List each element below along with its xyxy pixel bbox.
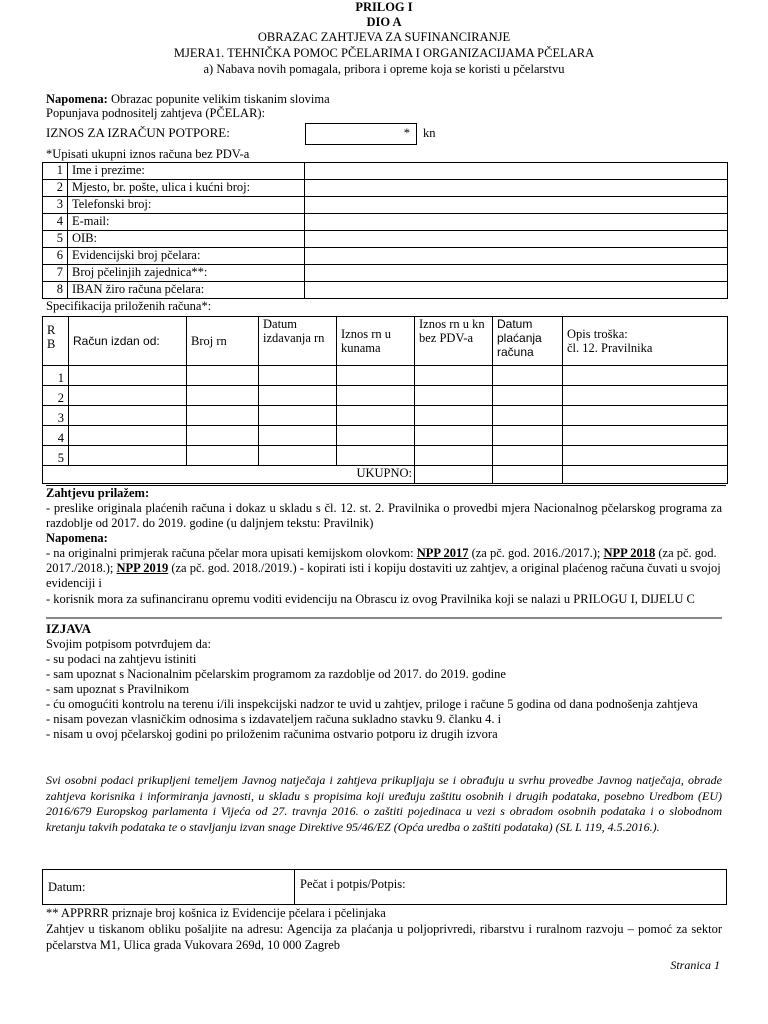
spec-cell[interactable]	[259, 426, 337, 446]
measure-subtitle: a) Nabava novih pomagala, pribora i opreme koja se koristi u pčelarstvu	[203, 62, 565, 76]
amount-unit: kn	[423, 126, 436, 140]
statement-item: - nisam povezan vlasničkim odnosima s izdavateljem računa sukladno stavku 9. članku 4. i	[46, 712, 502, 726]
row-input[interactable]	[305, 231, 728, 248]
applicant-row	[43, 180, 728, 197]
spec-cell[interactable]	[337, 446, 415, 466]
applicant-row	[43, 197, 728, 214]
date-field[interactable]	[42, 869, 296, 905]
applicant-row	[43, 163, 728, 180]
spec-cell[interactable]	[493, 446, 563, 466]
row-number: 4	[43, 214, 68, 231]
applicant-row	[43, 282, 728, 299]
note2-item-2: - korisnik mora za sufinanciranu opremu voditi evidenciju na Obrascu iz ovog Pravilnika koji se nalazi u PRILOGU I, DIJELU C	[46, 592, 695, 606]
spec-row	[43, 446, 728, 466]
gdpr-notice: Svi osobni podaci prikupljeni temeljem Javnog natječaja i zahtjeva prikupljaju se i obrađuju u svrhu provedbe Javnog natječaja, obrade zahtjeva korisnika i informiranja javnosti, u skladu s propisima koji uređuju zaštitu osobnih i drugih podataka, posebno Uredbom (EU) 2016/679 Europskog parlamenta i Vijeća od 27. travnja 2016. o zaštiti pojedinaca u vezi s obradom osobnih podataka i o slobodnom kretanju takvih podataka te o stavljanju izvan snage Direktive 95/46/EZ (Opća uredba o zaštiti podataka) (SL L 119, 4.5.2016.).	[46, 773, 722, 834]
spec-cell[interactable]	[563, 386, 728, 406]
spec-cell[interactable]	[493, 366, 563, 386]
note2-title: Napomena:	[46, 531, 108, 545]
signature-label: Pečat i potpis/Potpis:	[300, 877, 406, 891]
amount-input[interactable]	[305, 123, 417, 145]
applicant-row	[43, 265, 728, 282]
amount-asterisk: *	[403, 126, 410, 140]
spec-cell[interactable]	[493, 406, 563, 426]
spec-cell[interactable]	[415, 366, 493, 386]
measure-title: MJERA1. TEHNIČKA POMOC PČELARIMA I ORGANIZACIJAMA PČELARA	[173, 46, 595, 60]
total-cell[interactable]	[493, 466, 563, 484]
col-amount: Iznos rn u kunama	[337, 317, 415, 366]
row-label: E-mail:	[68, 214, 305, 231]
page-number: Stranica 1	[670, 958, 720, 972]
applicant-row	[43, 214, 728, 231]
spec-cell[interactable]	[493, 426, 563, 446]
row-input[interactable]	[305, 214, 728, 231]
row-input[interactable]	[305, 197, 728, 214]
spec-header-row	[43, 317, 728, 366]
statement-item: - sam upoznat s Pravilnikom	[46, 682, 190, 696]
row-label: Evidencijski broj pčelara:	[68, 248, 305, 265]
row-number: 8	[43, 282, 68, 299]
spec-cell[interactable]	[259, 386, 337, 406]
spec-cell[interactable]	[563, 366, 728, 386]
spec-cell[interactable]	[415, 406, 493, 426]
total-cell[interactable]	[415, 466, 493, 484]
row-number: 7	[43, 265, 68, 282]
spec-cell[interactable]	[69, 386, 187, 406]
col-description: Opis troška: čl. 12. Pravilnika	[563, 317, 728, 366]
row-input[interactable]	[305, 265, 728, 282]
spec-row	[43, 386, 728, 406]
col-amount-net: Iznos rn u kn bez PDV-a	[415, 317, 493, 366]
amount-label: IZNOS ZA IZRAČUN POTPORE:	[46, 125, 230, 140]
spec-cell[interactable]	[493, 386, 563, 406]
applicant-line: Popunjava podnositelj zahtjeva (PČELAR):	[46, 106, 266, 120]
col-issued: Račun izdan od:	[69, 317, 187, 366]
spec-cell[interactable]	[337, 366, 415, 386]
spec-cell[interactable]	[259, 366, 337, 386]
col-invoice-no: Broj rn	[187, 317, 259, 366]
spec-cell[interactable]	[69, 366, 187, 386]
spec-cell[interactable]	[69, 446, 187, 466]
spec-row	[43, 366, 728, 386]
row-number: 5	[43, 231, 68, 248]
statement-item: - sam upoznat s Nacionalnim pčelarskim programom za razdoblje od 2017. do 2019. godine	[46, 667, 506, 681]
row-label: Telefonski broj:	[68, 197, 305, 214]
statement-intro: Svojim potpisom potvrđujem da:	[46, 637, 211, 651]
spec-title: Specifikacija priloženih računa*:	[46, 299, 212, 313]
spec-cell[interactable]	[187, 386, 259, 406]
row-number: 3	[43, 197, 68, 214]
row-number: 1	[43, 163, 68, 180]
row-label: Broj pčelinjih zajednica**:	[68, 265, 305, 282]
spec-cell[interactable]	[415, 386, 493, 406]
statement-title: IZJAVA	[46, 621, 92, 636]
statement-item: - nisam u ovoj pčelarskoj godini po priloženim računima ostvario potporu iz drugih izvora	[46, 727, 498, 741]
spec-row-number: 5	[43, 446, 69, 466]
row-label: Mjesto, br. pošte, ulica i kućni broj:	[68, 180, 305, 197]
row-label: IBAN žiro računa pčelara:	[68, 282, 305, 299]
amount-note: *Upisati ukupni iznos računa bez PDV-a	[46, 147, 250, 161]
note-label: Napomena:	[46, 92, 108, 106]
spec-cell[interactable]	[337, 386, 415, 406]
spec-row	[43, 426, 728, 446]
attach-line: - preslike originala plaćenih računa i dokaz u skladu s čl. 12. st. 2. Pravilnika o provedbi mjera Nacionalnog pčelarskog programa za razdoblje od 2017. do 2019. godine (u daljnjem tekstu: Pravilnik)	[46, 501, 722, 530]
spec-cell[interactable]	[563, 406, 728, 426]
note-text: Obrazac popunite velikim tiskanim slovima	[107, 92, 330, 106]
spec-cell[interactable]	[415, 446, 493, 466]
spec-cell[interactable]	[187, 406, 259, 426]
spec-cell[interactable]	[187, 426, 259, 446]
applicant-row	[43, 231, 728, 248]
signature-field[interactable]	[294, 869, 727, 905]
statement-item: - ću omogućiti kontrolu na terenu i/ili inspekcijski nadzor te uvid u zahtjev, priloge i račune 5 godina od dana podnošenja zahtjeva	[46, 697, 698, 711]
annex-title: PRILOG I	[355, 0, 413, 14]
applicant-row	[43, 248, 728, 265]
send-instructions: Zahtjev u tiskanom obliku pošaljite na adresu: Agencija za plaćanja u poljoprivredi, ribarstvu i ruralnom razvoju – pomoć za sektor pčelarstva M1, Ulica grada Vukovara 269d, 10 000 Zagreb	[46, 922, 722, 952]
total-label: UKUPNO:	[43, 466, 415, 484]
section-divider	[46, 617, 722, 619]
spec-cell[interactable]	[69, 426, 187, 446]
row-number: 2	[43, 180, 68, 197]
spec-cell[interactable]	[187, 446, 259, 466]
col-issue-date: Datum izdavanja rn	[259, 317, 337, 366]
row-input[interactable]	[305, 248, 728, 265]
spec-row-number: 1	[43, 366, 69, 386]
col-rb: R B	[43, 317, 69, 366]
spec-cell[interactable]	[187, 366, 259, 386]
date-label: Datum:	[48, 880, 86, 894]
spec-row-number: 4	[43, 426, 69, 446]
applicant-table	[42, 162, 728, 299]
footnote: ** APPRRR priznaje broj košnica iz Evidencije pčelara i pčelinjaka	[46, 906, 386, 920]
spec-row	[43, 406, 728, 426]
row-input[interactable]	[305, 180, 728, 197]
npp-2019: NPP 2019	[116, 561, 169, 575]
total-cell[interactable]	[563, 466, 728, 484]
spec-cell[interactable]	[563, 426, 728, 446]
part-title: DIO A	[366, 15, 402, 29]
spec-cell[interactable]	[337, 426, 415, 446]
spec-row-number: 3	[43, 406, 69, 426]
spec-cell[interactable]	[259, 406, 337, 426]
statement-item: - su podaci na zahtjevu istiniti	[46, 652, 197, 666]
row-input[interactable]	[305, 282, 728, 299]
note-line	[46, 92, 330, 107]
note2-paragraph: - na originalni primjerak računa pčelar mora upisati kemijskom olovkom: NPP 2017 (za pč. god. 2016./2017.); NPP 2018 (za pč. god. 2017./2018.); NPP 2019 (za pč. god. 2018./2019.) - kopirati isti i kopiju dostaviti uz zahtjev, a original plaćenog računa čuvati u svojoj evidenciji i	[46, 546, 721, 590]
spec-cell[interactable]	[415, 426, 493, 446]
npp-2017: NPP 2017	[416, 546, 469, 560]
statement-list	[46, 652, 722, 742]
spec-cell[interactable]	[337, 406, 415, 426]
row-input[interactable]	[305, 163, 728, 180]
total-row	[43, 466, 728, 484]
spec-cell[interactable]	[69, 406, 187, 426]
col-paid-date: Datum plaćanja računa	[493, 317, 563, 366]
spec-table	[42, 316, 728, 484]
spec-cell[interactable]	[259, 446, 337, 466]
row-number: 6	[43, 248, 68, 265]
row-label: OIB:	[68, 231, 305, 248]
form-title: OBRAZAC ZAHTJEVA ZA SUFINANCIRANJE	[257, 30, 511, 44]
spec-cell[interactable]	[563, 446, 728, 466]
row-label: Ime i prezime:	[68, 163, 305, 180]
npp-2018: NPP 2018	[603, 546, 656, 560]
spec-row-number: 2	[43, 386, 69, 406]
attach-title: Zahtjevu prilažem:	[46, 486, 150, 500]
